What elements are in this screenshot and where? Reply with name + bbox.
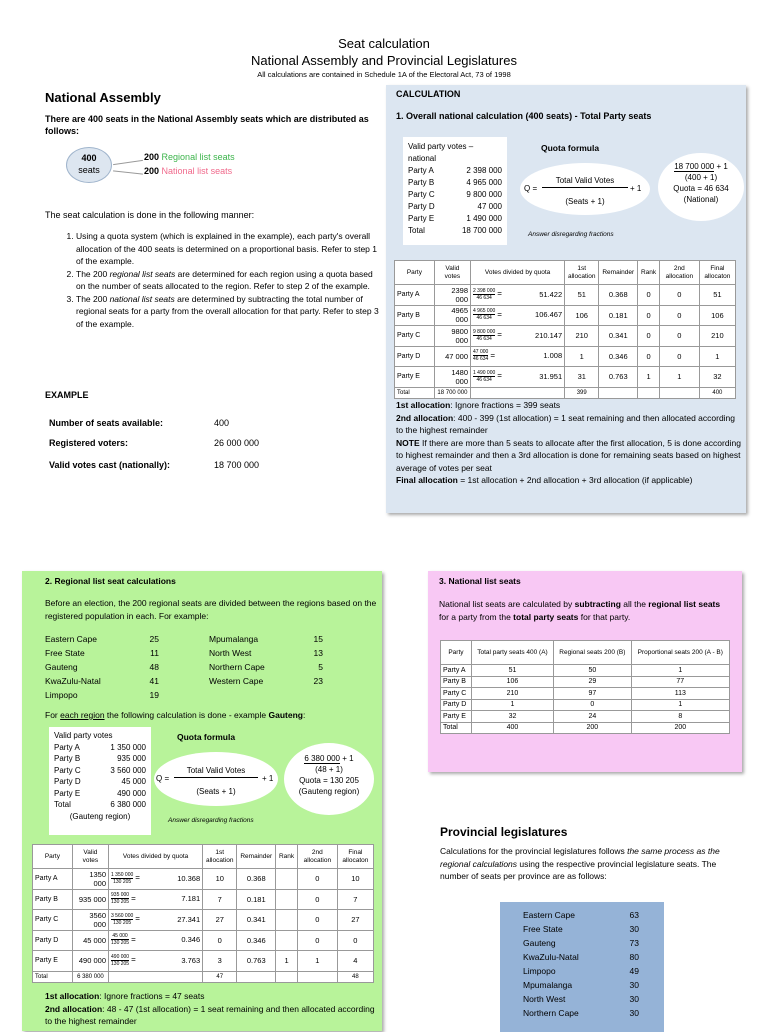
note-3: NOTE If there are more than 5 seats to allocate after the first allocation, 5 is done according to highest remainder and then a 3rd allocation is done for remaining seats based on highest average of votes per seat [396,437,741,473]
table-total-row: Total 18 700 000 399 400 [395,387,736,398]
fraction: $\frac{935 000}{130 205}$ [111,892,130,906]
vote-row: Total 6 380 000 [54,800,146,809]
step-1: 1. Using a quota system (which is explained in the example), each party's overall allocation of the 400 seats is determined on a proportional basis. Refer to step 1 of the example. [76,230,384,268]
table-row: Party D 1 0 1 [441,699,730,711]
arrow-national [113,170,143,174]
calculation-heading: CALCULATION [396,89,461,99]
province-row: Limpopo 49 [523,966,639,976]
vote-row: Party E 1 490 000 [408,214,502,223]
region-row: North West 13 [209,648,323,658]
quota-formula-oval: Q = Total Valid Votes (Seats + 1) + 1 [520,163,650,215]
fraction: $\frac{1 350 000}{130 205}$ [111,871,134,885]
regional-votes-list [54,742,146,811]
regions-left [45,632,165,702]
vote-row: Total 18 700 000 [408,226,502,235]
each-region-text: For each region the following calculation is done - example Gauteng: [45,710,306,720]
regional-quota-oval: Q = Total Valid Votes (Seats + 1) + 1 [154,752,278,806]
example-valid-votes: Valid votes cast (nationally): 18 700 000 [49,460,260,470]
table-row: Party D 47 000 $\frac{47 000}{46 634}$ = 1.008 1 0.346 0 0 1 [395,346,736,367]
regions-right [209,632,329,688]
table-row: Party C 9800 000 $\frac{9 800 000}{46 634}$ = 210.147 210 0.341 0 0 210 [395,326,736,347]
national-allocation-table [394,260,736,399]
table-row: Party E 1480 000 $\frac{1 490 000}{46 634}$ = 31.951 31 0.763 1 1 32 [395,367,736,388]
table-row: Party C 210 97 113 [441,688,730,700]
note-2: 2nd allocation: 400 - 399 (1st allocation) = 1 seat remaining and then allocated according to the highest remainder [396,412,736,435]
region-row: Eastern Cape 25 [45,634,159,644]
region-row: Limpopo 19 [45,690,159,700]
vote-row: Party D 45 000 [54,777,146,786]
table-row: Party A 1350 000 $\frac{1 350 000}{130 205}$ = 10.368 10 0.368 0 10 [33,869,374,890]
vote-row: Party D 47 000 [408,202,502,211]
provincial-text: Calculations for the provincial legislatures follows the same process as the regional calculations using the respective provincial legislature seats. The number of seats per province are as follows: [440,846,720,881]
province-row: Eastern Cape 63 [523,910,639,920]
table-row: Party B 935 000 $\frac{935 000}{130 205}$ = 7.181 7 0.181 0 7 [33,889,374,910]
votes-list [408,165,502,237]
regional-quota-result: 6 380 000 + 1 (48 + 1) Quota = 130 205 (Gauteng region) [284,743,374,815]
region-row: Gauteng 48 [45,662,159,672]
vote-row: Party B 4 965 000 [408,178,502,187]
regional-seats-line: 200 Regional list seats [144,152,235,162]
vote-row: Party A 1 350 000 [54,742,146,752]
province-row: Northern Cape 30 [523,1008,639,1018]
table-header-row: Party Valid votes Votes divided by quota 1st allocation Remainder Rank 2nd allocation Final allocaton [33,845,374,869]
regional-quota-title: Quota formula [177,732,236,742]
note-1: 1st allocation: Ignore fractions = 399 seats [396,400,561,410]
na-intro: There are 400 seats in the National Assembly seats which are distributed as follows: [45,114,369,136]
fraction-note: Answer disregarding fractions [528,231,614,238]
provincial-seats-list [523,908,639,1020]
provincial-heading: Provincial legislatures [440,825,568,839]
table-total-row: Total 6 380 000 47 48 [33,971,374,982]
regional-allocation-table [32,844,374,983]
vote-row: Party C 3 560 000 [54,765,146,775]
regional-note-2: 2nd allocation: 48 - 47 (1st allocation) = 1 seat remaining and then allocated according to the highest remainder [45,1003,375,1026]
table-header-row: Party Valid votes Votes divided by quota 1st allocation Remainder Rank 2nd allocation Final allocaton [395,261,736,285]
vote-row: Party B 935 000 [54,754,146,763]
region-row: Free State 11 [45,648,159,658]
votes-title: Valid party votes – national [408,142,474,163]
table-row: Party B 4965 000 $\frac{4 965 000}{46 634}$ = 106.467 106 0.181 0 0 106 [395,305,736,326]
national-assembly-heading: National Assembly [45,90,161,105]
table-row: Total 400 200 200 [441,722,730,734]
table-row: Party E 490 000 $\frac{490 000}{130 205}$ = 3.763 3 0.763 1 1 4 [33,951,374,972]
steps-list [62,230,384,330]
vote-row: Party A 2 398 000 [408,166,502,175]
table-row: Party A 51 50 1 [441,665,730,677]
page-title: Seat calculation [338,36,430,51]
province-row: Mpumalanga 30 [523,980,639,990]
example-heading: EXAMPLE [45,390,89,400]
calc-notes [396,399,741,487]
manner-text: The seat calculation is done in the following manner: [45,210,255,220]
seats-label: seats [78,165,100,175]
arrow-regional [113,160,143,165]
vote-row: Party E 490 000 [54,788,146,798]
region-row: Northern Cape 5 [209,662,323,672]
national-list-table [440,640,730,734]
regional-intro: Before an election, the 200 regional seats are divided between the regions based on the registered population in each. For example: [45,598,377,621]
fraction: $\frac{47 000}{46 634}$ [473,349,489,363]
quota-formula-title: Quota formula [541,143,600,153]
fraction: $\frac{4 965 000}{46 634}$ [473,308,496,322]
step-2: 2. The 200 regional list seats are determined for each region using a quota based on the number of seats allocated to the region. Refer to step 2 of the example. [76,268,384,293]
regional-votes-box: Valid party votes Party A 1 350 000 Party B 935 000 Party C 3 560 000 Party D 45 000 Party E 490 000 Total 6 380 000 (Gauteng region) [49,727,151,835]
act-note: All calculations are contained in Schedule 1A of the Electoral Act, 73 of 1998 [257,70,511,79]
fraction: $\frac{9 800 000}{46 634}$ [473,328,496,342]
example-voters: Registered voters: 26 000 000 [49,438,260,448]
fraction: $\frac{490 000}{130 205}$ [111,953,130,967]
fraction: $\frac{3 560 000}{130 205}$ [111,912,134,926]
table-header-row: Party Total party seats 400 (A) Regional seats 200 (B) Proportional seats 200 (A - B) [441,641,730,665]
regional-notes [45,990,380,1028]
table-row: Party A 2398 000 $\frac{2 398 000}{46 634}$ = 51.422 51 0.368 0 0 51 [395,285,736,306]
regional-panel [22,571,382,1031]
seats-ellipse [66,147,112,183]
regional-fraction-note: Answer disregarding fractions [168,817,254,824]
table-row: Party D 45 000 $\frac{45 000}{130 205}$ = 0.346 0 0.346 0 0 [33,930,374,951]
fraction: $\frac{45 000}{130 205}$ [111,933,130,947]
region-row: KwaZulu-Natal 41 [45,676,159,686]
region-row: Mpumalanga 15 [209,634,323,644]
calculation-panel [386,85,746,513]
table-row: Party E 32 24 8 [441,711,730,723]
regional-note-1: 1st allocation: Ignore fractions = 47 seats [45,991,205,1001]
provincial-seats-panel [500,902,664,1032]
table-row: Party B 106 29 77 [441,676,730,688]
step-3: 3. The 200 national list seats are determined by subtracting the total number of regional seats for a party from the overall allocation for that party. Refer to step 3 of the example. [76,293,384,331]
fraction: $\frac{1 490 000}{46 634}$ [473,369,496,383]
seats-total: 400 [81,153,97,163]
national-seats-line: 200 National list seats [144,166,233,176]
region-row: Western Cape 23 [209,676,323,686]
fraction: $\frac{2 398 000}{46 634}$ [473,287,496,301]
note-4: Final allocation = 1st allocation + 2nd allocation + 3rd allocation (if applicable) [396,475,693,485]
province-row: Free State 30 [523,924,639,934]
example-seats: Number of seats available: 400 [49,418,230,428]
national-list-panel [428,571,742,772]
regional-heading: 2. Regional list seat calculations [45,576,176,586]
national-list-text: National list seats are calculated by subtracting all the regional list seats for a party from the total party seats for that party. [439,599,721,622]
page-subtitle: National Assembly and Provincial Legislatures [251,53,517,68]
national-list-heading: 3. National list seats [439,576,521,586]
vote-row: Party C 9 800 000 [408,190,502,199]
province-row: Gauteng 73 [523,938,639,948]
national-votes-box [403,137,507,245]
quota-result-oval: 18 700 000 + 1 (400 + 1) Quota = 46 634 (National) [658,153,744,221]
province-row: North West 30 [523,994,639,1004]
province-row: KwaZulu-Natal 80 [523,952,639,962]
table-row: Party C 3560 000 $\frac{3 560 000}{130 205}$ = 27.341 27 0.341 0 27 [33,910,374,931]
calculation-subheading: 1. Overall national calculation (400 seats) - Total Party seats [396,111,652,121]
